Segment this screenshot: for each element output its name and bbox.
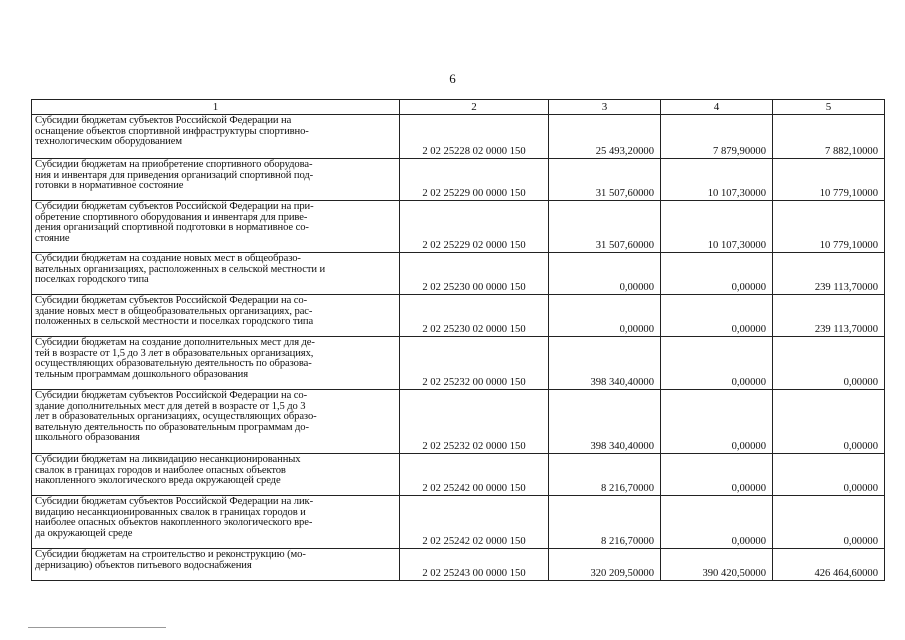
value-col-3: 8 216,70000 — [549, 496, 661, 549]
page-number: 6 — [449, 71, 456, 86]
value-col-4: 390 420,50000 — [661, 549, 773, 581]
value-col-5: 10 779,10000 — [773, 201, 885, 253]
row-description — [32, 201, 400, 253]
description-line: ния и инвентаря для приведения организаций спортивной под- — [35, 169, 314, 181]
value-col-4: 0,00000 — [661, 496, 773, 549]
row-description — [32, 390, 400, 454]
description-line: Субсидии бюджетам на создание дополнительных мест для де- — [35, 337, 315, 348]
budget-table — [31, 99, 885, 581]
value-col-3: 25 493,20000 — [549, 115, 661, 159]
description-line: стояние — [35, 232, 70, 244]
description-line: Субсидии бюджетам субъектов Российской Федерации на со- — [35, 295, 308, 306]
table-row — [32, 295, 885, 337]
description-line: здание новых мест в общеобразовательных организациях, рас- — [35, 305, 313, 317]
budget-code: 2 02 25228 02 0000 150 — [400, 115, 549, 159]
description-line: оснащение объектов спортивной инфраструктуры спортивно- — [35, 125, 309, 137]
row-description — [32, 115, 400, 159]
budget-code: 2 02 25232 00 0000 150 — [400, 337, 549, 390]
description-line: вательных организациях, расположенных в сельской местности и — [35, 263, 326, 275]
column-header-1: 1 — [32, 100, 400, 115]
row-description — [32, 159, 400, 201]
footnote-separator — [28, 627, 166, 628]
value-col-5: 426 464,60000 — [773, 549, 885, 581]
description-line: обретение спортивного оборудования и инвентаря для приве- — [35, 211, 308, 223]
table-row — [32, 496, 885, 549]
budget-code: 2 02 25243 00 0000 150 — [400, 549, 549, 581]
description-line: школьного образования — [35, 432, 140, 444]
description-line: положенных в сельской местности и поселках городского типа — [35, 316, 314, 328]
description-line: наиболее опасных объектов накопленного экологического вре- — [35, 517, 313, 529]
description-line: Субсидии бюджетам субъектов Российской Федерации на при- — [35, 201, 314, 212]
value-col-3: 31 507,60000 — [549, 201, 661, 253]
description-line: поселках городского типа — [35, 274, 149, 286]
table-row — [32, 549, 885, 581]
value-col-4: 10 107,30000 — [661, 201, 773, 253]
description-line: дернизацию) объектов питьевого водоснабжения — [35, 559, 252, 571]
column-header-3: 3 — [549, 100, 661, 115]
description-line: лет в образовательных организациях, осуществляющих образо- — [35, 411, 317, 423]
table-header-row — [32, 100, 885, 115]
description-line: Субсидии бюджетам на ликвидацию несанкционированных — [35, 454, 301, 465]
value-col-4: 0,00000 — [661, 253, 773, 295]
column-header-4: 4 — [661, 100, 773, 115]
budget-code: 2 02 25242 02 0000 150 — [400, 496, 549, 549]
description-line: накопленного экологического вреда окружающей среде — [35, 475, 281, 487]
value-col-5: 10 779,10000 — [773, 159, 885, 201]
table-row — [32, 115, 885, 159]
description-line: видацию несанкционированных свалок в границах городов и — [35, 506, 306, 518]
table-row — [32, 253, 885, 295]
budget-code: 2 02 25230 02 0000 150 — [400, 295, 549, 337]
column-header-5: 5 — [773, 100, 885, 115]
description-line: готовки в нормативное состояние — [35, 180, 184, 192]
description-line: здание дополнительных мест для детей в возрасте от 1,5 до 3 — [35, 400, 306, 412]
description-line: Субсидии бюджетам субъектов Российской Федерации на со- — [35, 390, 308, 401]
value-col-4: 0,00000 — [661, 295, 773, 337]
row-description — [32, 454, 400, 496]
row-description — [32, 549, 400, 581]
description-line: вательную деятельность по образовательным программам до- — [35, 421, 309, 433]
value-col-4: 0,00000 — [661, 337, 773, 390]
description-line: технологическим оборудованием — [35, 136, 182, 148]
value-col-3: 8 216,70000 — [549, 454, 661, 496]
description-line: Субсидии бюджетам на создание новых мест в общеобразо- — [35, 253, 301, 264]
description-line: Субсидии бюджетам субъектов Российской Федерации на — [35, 115, 292, 126]
value-col-4: 0,00000 — [661, 390, 773, 454]
budget-code: 2 02 25229 02 0000 150 — [400, 201, 549, 253]
value-col-4: 0,00000 — [661, 454, 773, 496]
table-row — [32, 390, 885, 454]
value-col-5: 239 113,70000 — [773, 295, 885, 337]
value-col-3: 320 209,50000 — [549, 549, 661, 581]
budget-code: 2 02 25230 00 0000 150 — [400, 253, 549, 295]
row-description — [32, 295, 400, 337]
row-description — [32, 337, 400, 390]
description-line: Субсидии бюджетам на строительство и реконструкцию (мо- — [35, 549, 306, 560]
row-description — [32, 496, 400, 549]
value-col-5: 0,00000 — [773, 496, 885, 549]
value-col-3: 398 340,40000 — [549, 390, 661, 454]
table-row — [32, 337, 885, 390]
description-line: да окружающей среде — [35, 527, 133, 539]
description-line: дения организаций спортивной подготовки в нормативное со- — [35, 222, 309, 234]
table-row — [32, 201, 885, 253]
description-line: свалок в границах городов и наиболее опасных объектов — [35, 464, 286, 476]
table-row — [32, 454, 885, 496]
value-col-4: 10 107,30000 — [661, 159, 773, 201]
value-col-3: 31 507,60000 — [549, 159, 661, 201]
table-row — [32, 159, 885, 201]
description-line: тей в возрасте от 1,5 до 3 лет в образовательных организациях, — [35, 347, 314, 359]
description-line: Субсидии бюджетам субъектов Российской Федерации на лик- — [35, 496, 314, 507]
value-col-3: 398 340,40000 — [549, 337, 661, 390]
value-col-3: 0,00000 — [549, 253, 661, 295]
value-col-5: 239 113,70000 — [773, 253, 885, 295]
row-description — [32, 253, 400, 295]
value-col-5: 0,00000 — [773, 454, 885, 496]
value-col-5: 0,00000 — [773, 390, 885, 454]
description-line: тельным программам дошкольного образования — [35, 368, 248, 380]
value-col-5: 7 882,10000 — [773, 115, 885, 159]
budget-code: 2 02 25242 00 0000 150 — [400, 454, 549, 496]
description-line: осуществляющих образовательную деятельность по образова- — [35, 358, 312, 370]
value-col-4: 7 879,90000 — [661, 115, 773, 159]
column-header-2: 2 — [400, 100, 549, 115]
budget-code: 2 02 25229 00 0000 150 — [400, 159, 549, 201]
description-line: Субсидии бюджетам на приобретение спортивного оборудова- — [35, 159, 313, 170]
budget-code: 2 02 25232 02 0000 150 — [400, 390, 549, 454]
value-col-5: 0,00000 — [773, 337, 885, 390]
value-col-3: 0,00000 — [549, 295, 661, 337]
